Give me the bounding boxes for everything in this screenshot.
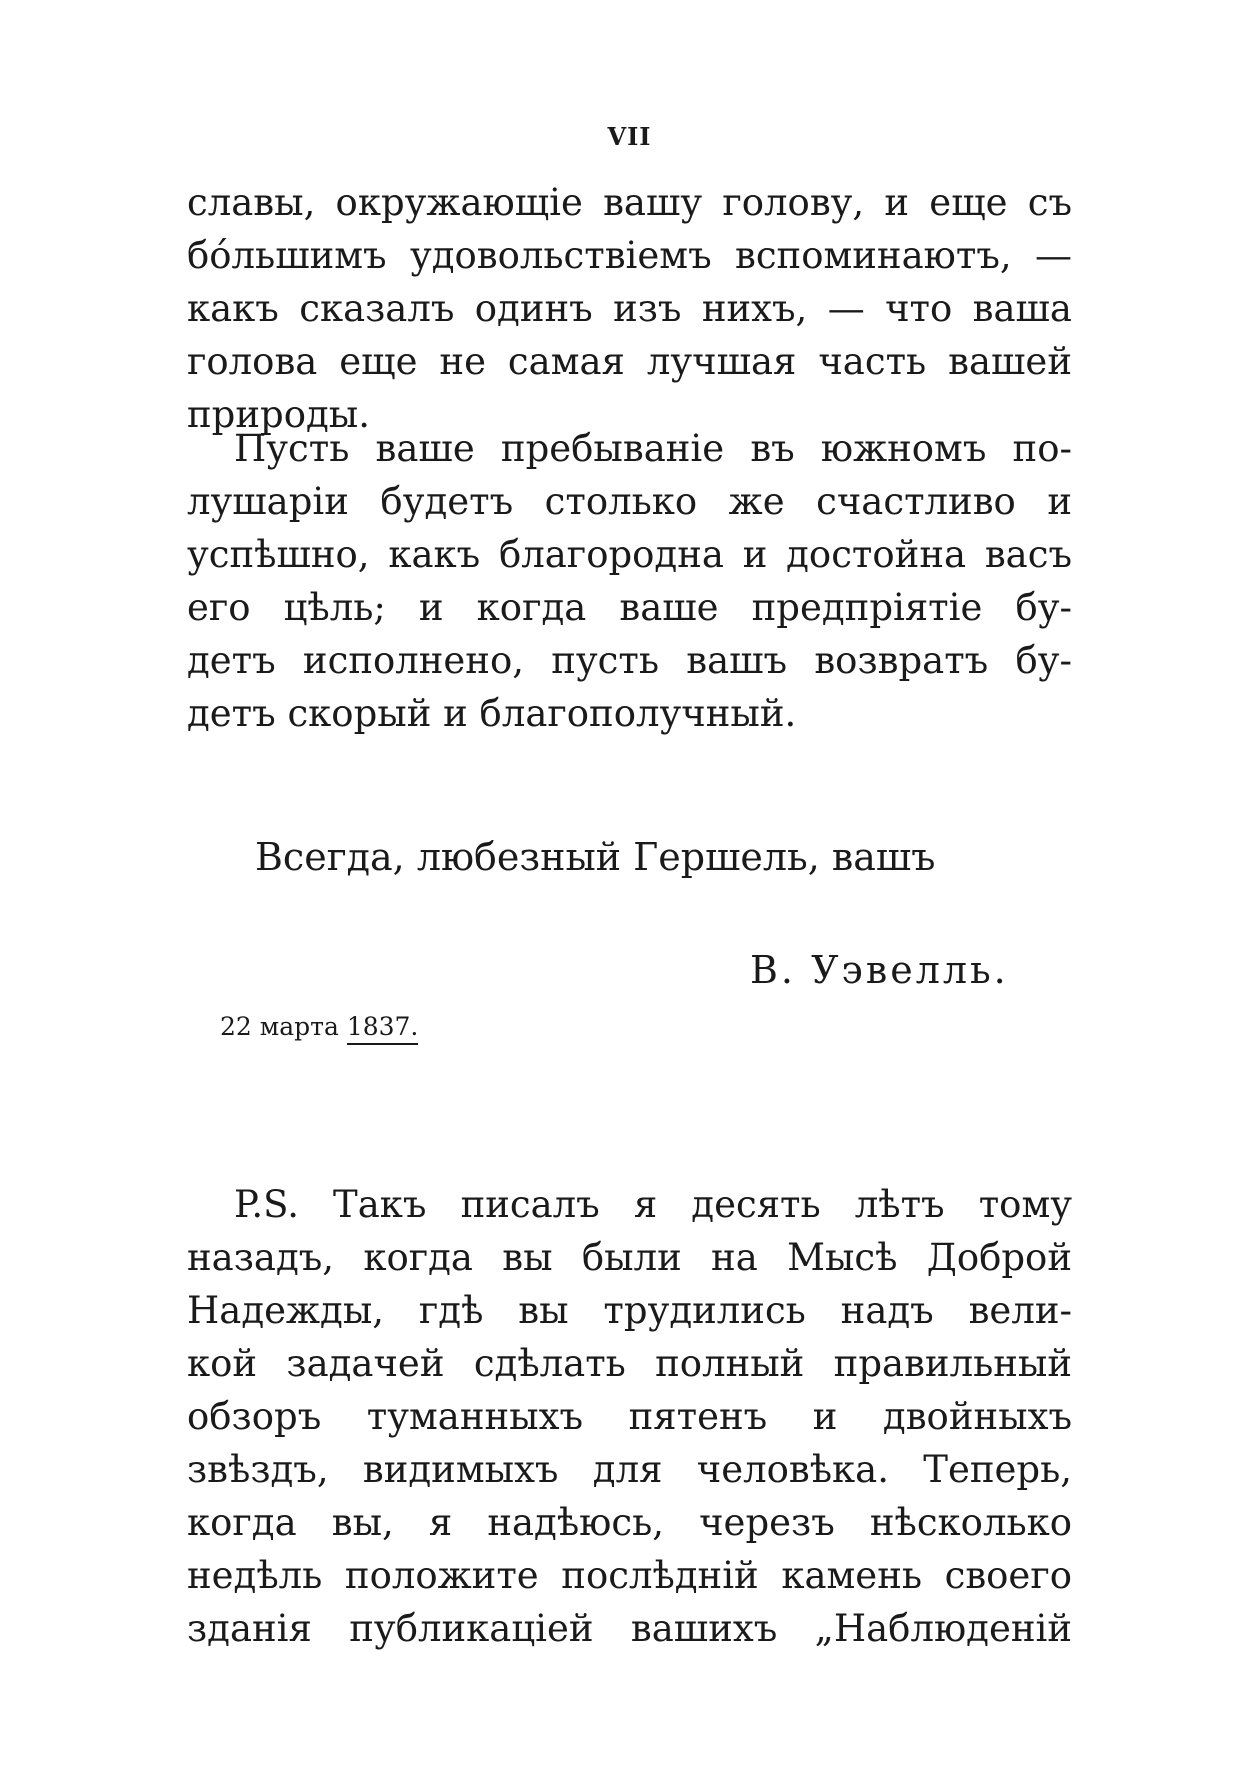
text-line: звѣздъ, видимыхъ для человѣка. Теперь, [187, 1448, 1072, 1491]
text-line: Надежды, гдѣ вы трудились надъ вели- [187, 1289, 1072, 1332]
page-number: VII [607, 122, 652, 151]
date-year: 1837. [347, 1012, 419, 1045]
letter-date [220, 1012, 418, 1041]
text-line: успѣшно, какъ благородна и достойна васъ [187, 533, 1072, 576]
text-line: обзоръ туманныхъ пятенъ и двойныхъ [187, 1395, 1072, 1438]
paragraph-2 [187, 422, 1072, 740]
text-line: лушаріи будетъ столько же счастливо и [187, 480, 1072, 523]
text-line: его цѣль; и когда ваше предпріятіе бу- [187, 586, 1072, 629]
text-line: детъ исполнено, пусть вашъ возвратъ бу- [187, 639, 1072, 682]
text-line: бо́льшимъ удовольствіемъ вспоминаютъ, — [187, 234, 1072, 277]
text-line: Пусть ваше пребываніе въ южномъ по- [234, 427, 1072, 470]
closing-line: Всегда, любезный Гершель, вашъ [255, 835, 936, 879]
text-line: природы. [187, 393, 370, 436]
text-line: недѣль положите послѣдній камень своего [187, 1554, 1072, 1597]
text-line: голова еще не самая лучшая часть вашей [187, 340, 1072, 383]
text-line: детъ скорый и благополучный. [187, 692, 797, 735]
date-day-month: 22 марта [220, 1012, 339, 1041]
text-line: кой задачей сдѣлать полный правильный [187, 1342, 1072, 1385]
text-line: какъ сказалъ одинъ изъ нихъ, — что ваша [187, 287, 1072, 330]
postscript [187, 1178, 1072, 1655]
text-line: P.S. Такъ писалъ я десять лѣтъ тому [234, 1183, 1072, 1226]
text-line: зданія публикаціей вашихъ „Наблюденій [187, 1607, 1072, 1650]
text-line: когда вы, я надѣюсь, черезъ нѣсколько [187, 1501, 1072, 1544]
text-line: назадъ, когда вы были на Мысѣ Доброй [187, 1236, 1072, 1279]
paragraph-1 [187, 176, 1072, 441]
text-line: славы, окружающіе вашу голову, и еще съ [187, 181, 1072, 224]
signature: В. Уэвелль. [750, 948, 1009, 992]
